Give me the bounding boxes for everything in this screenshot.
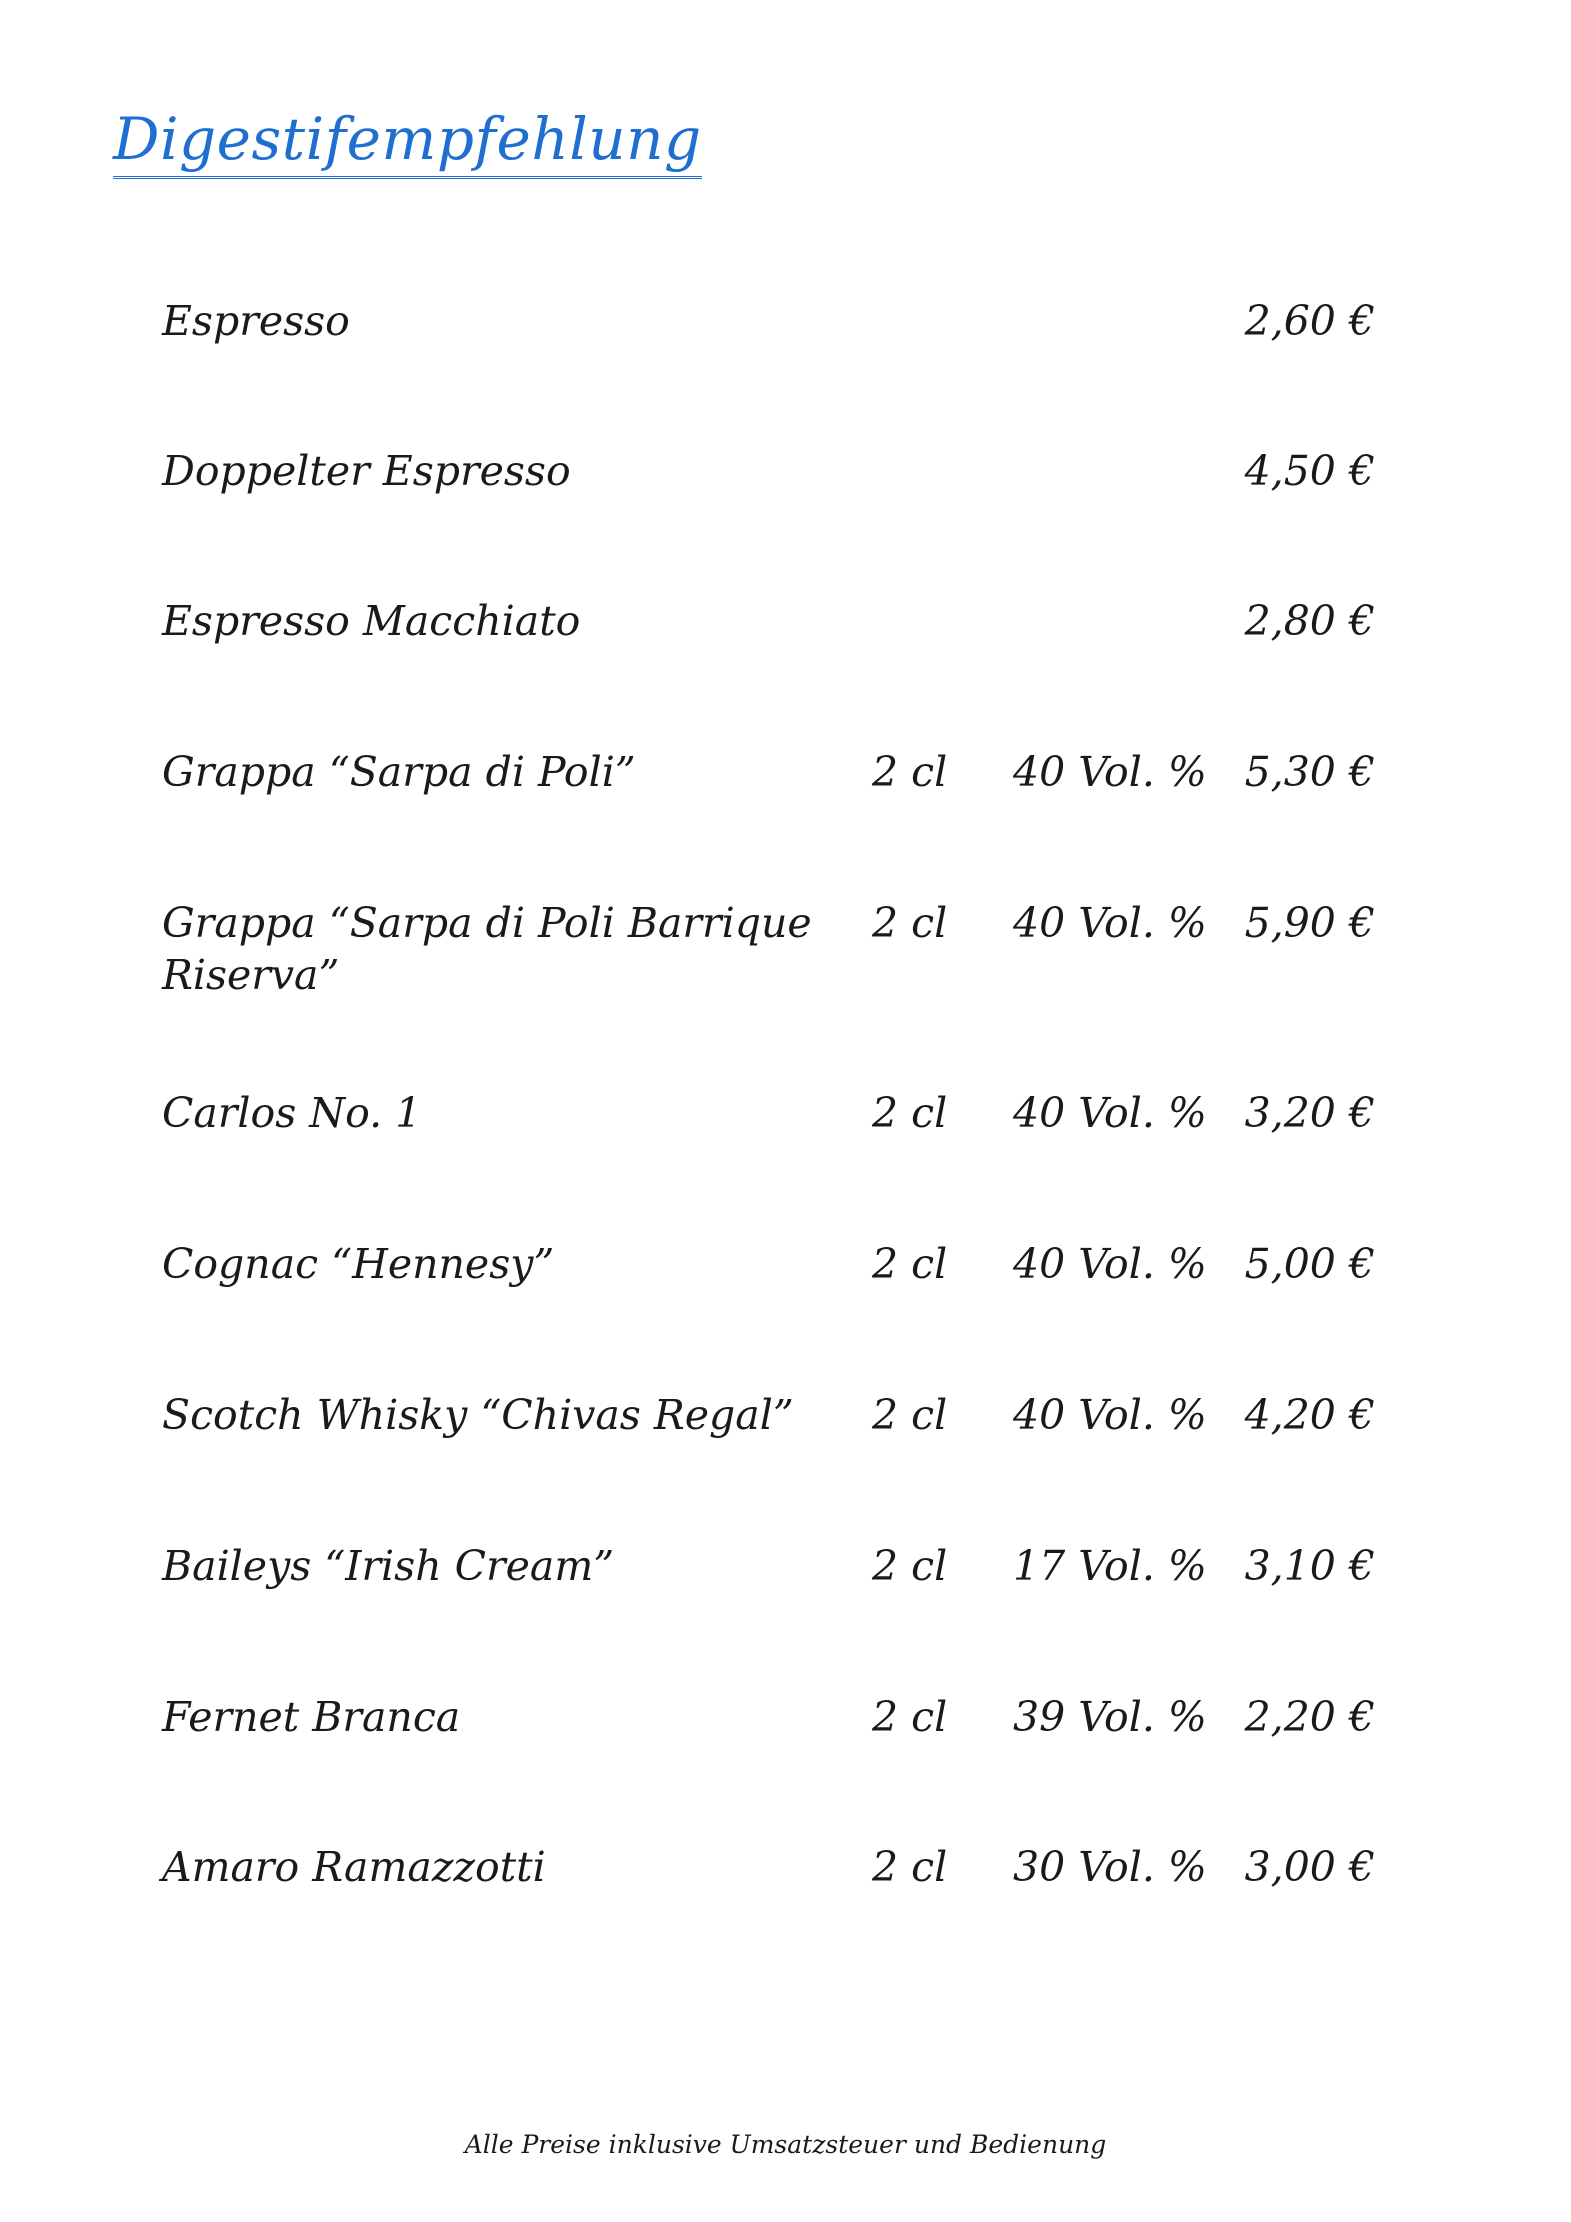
item-abv: 39 Vol. % <box>1013 1693 1207 1741</box>
item-name: Cognac “Hennesy” <box>162 1240 555 1288</box>
item-name: Carlos No. 1 <box>162 1089 422 1137</box>
item-abv: 40 Vol. % <box>1013 1391 1207 1439</box>
item-volume: 2 cl <box>872 1240 948 1288</box>
item-abv: 40 Vol. % <box>1013 1240 1207 1288</box>
item-price: 5,30 € <box>1244 748 1375 796</box>
item-name: Amaro Ramazzotti <box>162 1843 546 1891</box>
item-volume: 2 cl <box>872 1693 948 1741</box>
item-price: 2,60 € <box>1244 297 1375 345</box>
item-price: 4,50 € <box>1244 447 1375 495</box>
item-price: 5,90 € <box>1244 899 1375 947</box>
item-volume: 2 cl <box>872 748 948 796</box>
item-name: Fernet Branca <box>162 1693 461 1741</box>
item-abv: 30 Vol. % <box>1013 1843 1207 1891</box>
item-name: Doppelter Espresso <box>162 447 571 495</box>
item-volume: 2 cl <box>872 1843 948 1891</box>
item-price: 3,00 € <box>1244 1843 1375 1891</box>
item-volume: 2 cl <box>872 1089 948 1137</box>
item-price: 4,20 € <box>1244 1391 1375 1439</box>
item-abv: 40 Vol. % <box>1013 748 1207 796</box>
item-name: Baileys “Irish Cream” <box>162 1542 615 1590</box>
item-abv: 40 Vol. % <box>1013 1089 1207 1137</box>
item-price: 3,20 € <box>1244 1089 1375 1137</box>
item-price: 2,20 € <box>1244 1693 1375 1741</box>
item-price: 5,00 € <box>1244 1240 1375 1288</box>
page-title: Digestifempfehlung <box>113 110 702 179</box>
item-name: Espresso Macchiato <box>162 597 581 645</box>
item-volume: 2 cl <box>872 899 948 947</box>
item-price: 2,80 € <box>1244 597 1375 645</box>
price-footnote: Alle Preise inklusive Umsatzsteuer und Bedienung <box>464 2130 1107 2159</box>
item-abv: 40 Vol. % <box>1013 899 1207 947</box>
item-volume: 2 cl <box>872 1542 948 1590</box>
item-name: Grappa “Sarpa di Poli” <box>162 748 636 796</box>
item-name: Scotch Whisky “Chivas Regal” <box>162 1391 794 1439</box>
item-name: Grappa “Sarpa di Poli Barrique Riserva” <box>162 899 812 999</box>
item-price: 3,10 € <box>1244 1542 1375 1590</box>
item-abv: 17 Vol. % <box>1013 1542 1207 1590</box>
item-name: Espresso <box>162 297 350 345</box>
item-volume: 2 cl <box>872 1391 948 1439</box>
